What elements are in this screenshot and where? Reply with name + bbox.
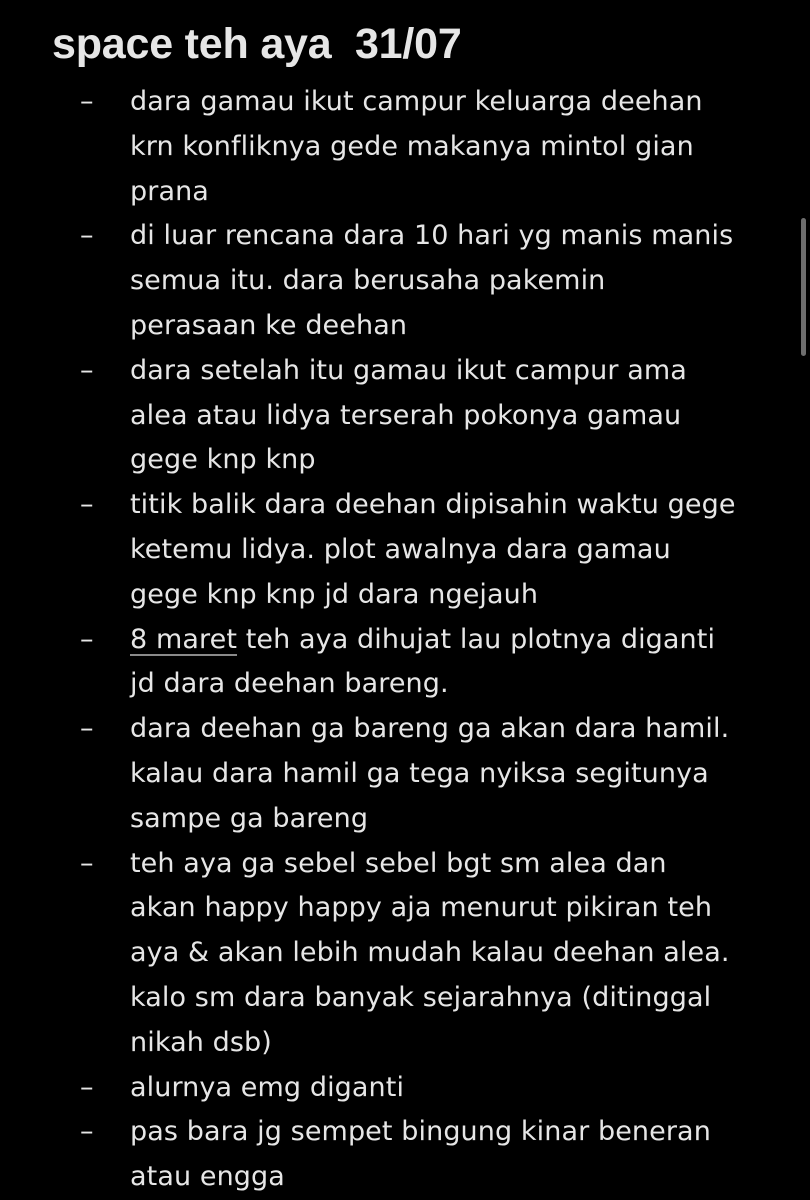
item-line: titik balik dara deehan dipisahin waktu gege xyxy=(130,489,736,521)
list-item xyxy=(0,483,770,617)
list-item xyxy=(0,80,770,214)
list-item xyxy=(0,1066,770,1111)
list-item xyxy=(0,842,770,1066)
item-line: prana xyxy=(130,175,209,207)
item-line: gege knp knp jd dara ngejauh xyxy=(130,578,539,610)
item-line: di luar rencana dara 10 hari yg manis manis xyxy=(130,220,734,252)
bullet-dash: – xyxy=(80,220,94,252)
date-link[interactable]: 8 maret xyxy=(130,623,238,655)
item-line: kalo sm dara banyak sejarahnya (ditinggal xyxy=(130,981,712,1013)
bullet-dash: – xyxy=(80,354,94,386)
item-line: jd dara deehan bareng. xyxy=(130,668,449,700)
scrollbar[interactable] xyxy=(801,218,806,356)
item-line: sampe ga bareng xyxy=(130,802,369,834)
item-line: semua itu. dara berusaha pakemin xyxy=(130,265,606,297)
bullet-dash: – xyxy=(80,1116,94,1148)
item-line: alea atau lidya terserah pokonya gamau xyxy=(130,399,682,431)
item-line: dara setelah itu gamau ikut campur ama xyxy=(130,354,687,386)
bullet-dash: – xyxy=(80,713,94,745)
note-title: space teh aya 31/07 xyxy=(52,20,462,68)
item-line: dara deehan ga bareng ga akan dara hamil. xyxy=(130,713,730,745)
item-line: teh aya ga sebel sebel bgt sm alea dan xyxy=(130,847,667,879)
item-line: akan happy happy aja menurut pikiran teh xyxy=(130,892,713,924)
bullet-dash: – xyxy=(80,623,94,655)
bullet-dash: – xyxy=(80,847,94,879)
item-line xyxy=(130,618,770,663)
item-line: perasaan ke deehan xyxy=(130,309,408,341)
list-item xyxy=(0,349,770,483)
item-line: dara gamau ikut campur keluarga deehan xyxy=(130,86,703,117)
item-line: krn konfliknya gede makanya mintol gian xyxy=(130,130,694,162)
item-line: aya & akan lebih mudah kalau deehan alea. xyxy=(130,937,730,969)
item-line: gege knp knp xyxy=(130,444,316,476)
bullet-dash: – xyxy=(80,86,94,117)
list-item xyxy=(0,707,770,841)
bullet-dash: – xyxy=(80,489,94,521)
item-line: ketemu lidya. plot awalnya dara gamau xyxy=(130,533,671,565)
item-line: pas bara jg sempet bingung kinar beneran xyxy=(130,1116,711,1148)
item-line: alurnya emg diganti xyxy=(130,1071,405,1103)
item-line: atau engga xyxy=(130,1161,285,1193)
list-item xyxy=(0,618,770,708)
item-line: nikah dsb) xyxy=(130,1026,272,1058)
item-line-rest: teh aya dihujat lau plotnya diganti xyxy=(237,623,716,655)
list-item xyxy=(0,1110,770,1200)
item-line: kalau dara hamil ga tega nyiksa segitunya xyxy=(130,757,709,789)
bullet-dash: – xyxy=(80,1071,94,1103)
list-item xyxy=(0,214,770,348)
bullet-list xyxy=(0,80,790,1200)
